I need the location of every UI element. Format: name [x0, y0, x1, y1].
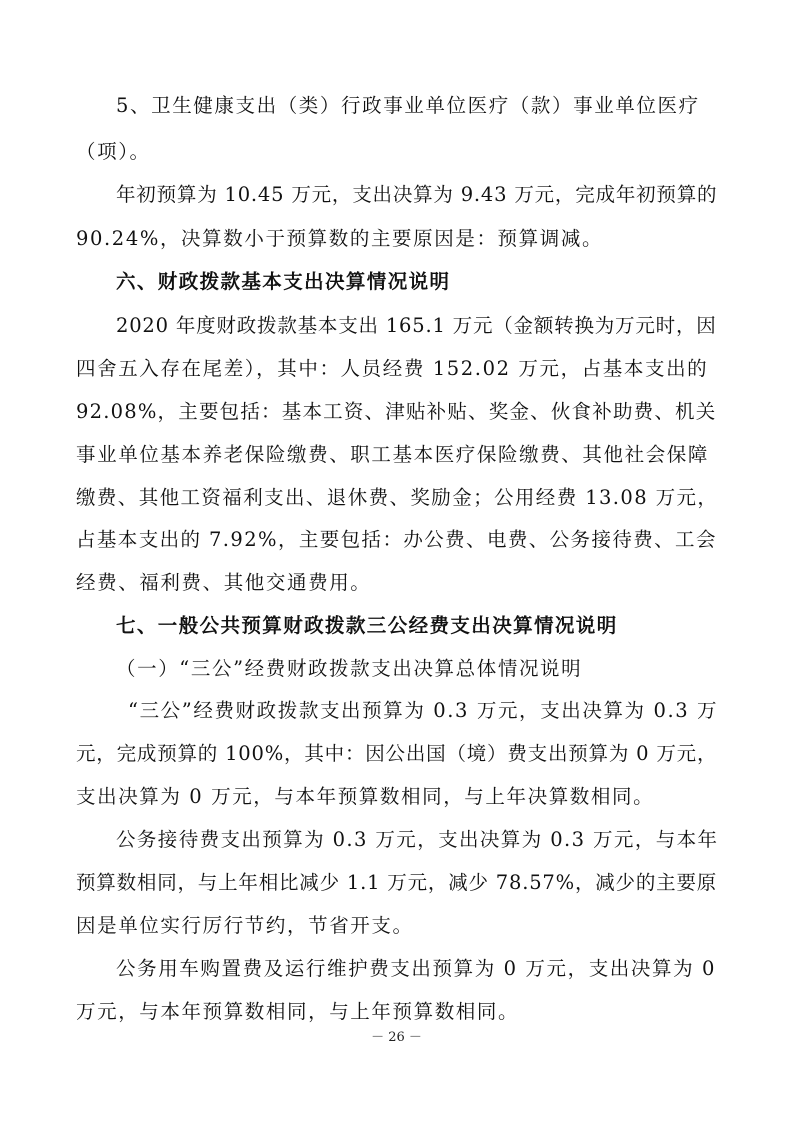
paragraph-line: 90.24%，决算数小于预算数的主要原因是：预算调减。 — [76, 227, 604, 250]
paragraph-line: 2020 年度财政拨款基本支出 165.1 万元（金额转换为万元时，因 — [116, 314, 717, 337]
page-number: － 26 － — [371, 1030, 422, 1045]
section-heading: 六、财政拨款基本支出决算情况说明 — [116, 270, 451, 293]
paragraph-line: 事业单位基本养老保险缴费、职工基本医疗保险缴费、其他社会保障 — [76, 443, 710, 466]
paragraph-line: 元，完成预算的 100%，其中：因公出国（境）费支出预算为 0 万元， — [76, 742, 718, 765]
section-heading: 七、一般公共预算财政拨款三公经费支出决算情况说明 — [116, 614, 618, 637]
paragraph-line: 万元，与本年预算数相同，与上年预算数相同。 — [76, 1000, 520, 1023]
paragraph-line: 经费、福利费、其他交通费用。 — [76, 571, 372, 594]
paragraph-line: 5、卫生健康支出（类）行政事业单位医疗（款）事业单位医疗 — [116, 94, 700, 117]
paragraph-line: “三公”经费财政拨款支出预算为 0.3 万元，支出决算为 0.3 万 — [128, 699, 719, 722]
paragraph-line: 占基本支出的 7.92%，主要包括：办公费、电费、公务接待费、工会 — [76, 528, 717, 551]
paragraph-line: 因是单位实行厉行节约，节省开支。 — [76, 914, 414, 937]
paragraph-line: 92.08%，主要包括：基本工资、津贴补贴、奖金、伙食补助费、机关 — [76, 400, 717, 423]
paragraph-line: 年初预算为 10.45 万元，支出决算为 9.43 万元，完成年初预算的 — [116, 183, 718, 206]
paragraph-line: 支出决算为 0 万元，与本年预算数相同，与上年决算数相同。 — [76, 785, 655, 808]
paragraph-line: （项）。 — [76, 140, 151, 163]
paragraph-line: 缴费、其他工资福利支出、退休费、奖励金；公用经费 13.08 万元， — [76, 486, 719, 509]
paragraph-line: 四舍五入存在尾差），其中：人员经费 152.02 万元，占基本支出的 — [76, 357, 709, 380]
subsection-heading: （一）“三公”经费财政拨款支出决算总体情况说明 — [116, 657, 583, 680]
paragraph-line: 预算数相同，与上年相比减少 1.1 万元，减少 78.57%，减少的主要原 — [76, 871, 718, 894]
paragraph-line: 公务用车购置费及运行维护费支出预算为 0 万元，支出决算为 0 — [116, 957, 717, 980]
paragraph-line: 公务接待费支出预算为 0.3 万元，支出决算为 0.3 万元，与本年 — [116, 828, 719, 851]
